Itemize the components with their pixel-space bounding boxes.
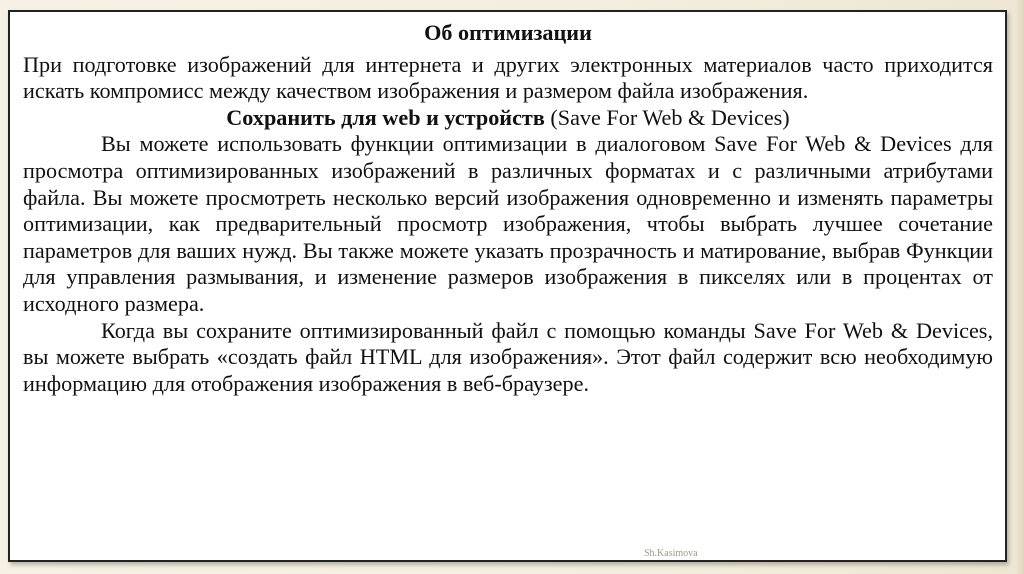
subtitle-bold-text: Сохранить для web и устройств (226, 104, 545, 130)
section-subtitle (23, 105, 993, 132)
intro-paragraph: При подготовке изображений для интернета и других электронных материалов часто приходится искать компромисс между качеством изображения и размером файла изображения. (23, 51, 993, 104)
slide-title: Об оптимизации (424, 20, 592, 45)
optimization-paragraph: Вы можете использовать функции оптимизации в диалоговом Save For Web & Devices для просмотра оптимизированных изображений в различных форматах и с различными атрибутами файла. Вы можете просмотреть несколько версий изображения одновременно и изменять параметры оптимизации, как предварительный просмотр изображения, чтобы выбрать лучшее сочетание параметров для ваших нужд. Вы также можете указать прозрачность и матирование, выбрав Функции для управления размывания, и изменение размеров изображения в пикселях или в процентах от исходного размера. (23, 131, 993, 316)
save-paragraph: Когда вы сохраните оптимизированный файл с помощью команды Save For Web & Devices, вы можете выбрать «создать файл HTML для изображения». Этот файл содержит всю необходимую информацию для отображения изображения в веб-браузере. (23, 317, 993, 396)
content-text-box (8, 10, 1007, 562)
author-watermark: Sh.Kasimova (644, 548, 698, 559)
subtitle-english-text: (Save For Web & Devices) (544, 104, 790, 130)
slide-edge-shadow (1016, 0, 1024, 574)
